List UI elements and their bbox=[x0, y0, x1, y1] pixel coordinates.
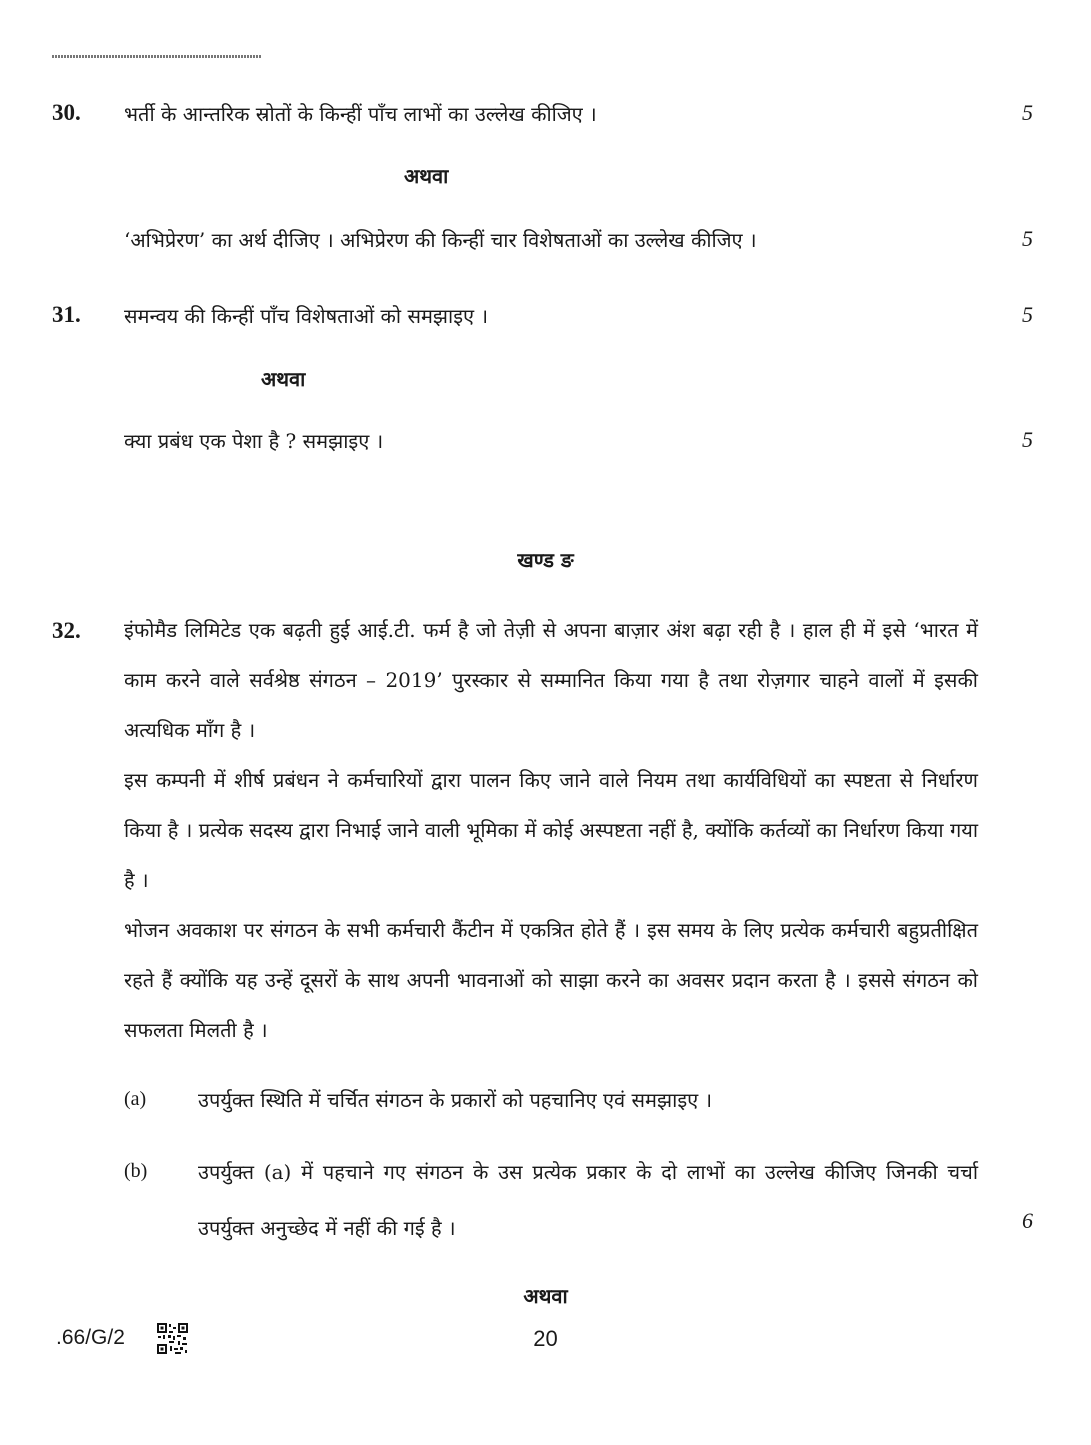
question-31-text: समन्वय की किन्हीं पाँच विशेषताओं को समझाइए । bbox=[124, 304, 489, 328]
question-30-alt-text: ‘अभिप्रेरण’ का अर्थ दीजिए । अभिप्रेरण की किन्हीं चार विशेषताओं का उल्लेख कीजिए । bbox=[124, 228, 757, 252]
page-number: 20 bbox=[533, 1326, 558, 1351]
question-number-30: 30. bbox=[52, 100, 81, 125]
paper-code: .66/G/2 bbox=[56, 1326, 125, 1349]
header-print-code bbox=[52, 55, 262, 58]
question-31-marks: 5 bbox=[1022, 302, 1033, 327]
question-32-part-a-text: उपर्युक्त स्थिति में चर्चित संगठन के प्रकारों को पहचानिए एवं समझाइए । bbox=[198, 1088, 713, 1112]
question-30-marks: 5 bbox=[1022, 100, 1033, 125]
question-number-32: 32. bbox=[52, 618, 81, 643]
question-number-31: 31. bbox=[52, 302, 81, 327]
question-32-part-a-label: (a) bbox=[124, 1088, 147, 1110]
question-32-part-b-label: (b) bbox=[124, 1160, 148, 1182]
question-30-alt-marks: 5 bbox=[1022, 226, 1033, 251]
question-32-paragraph-3: भोजन अवकाश पर संगठन के सभी कर्मचारी कैंटीन में एकत्रित होते हैं । इस समय के लिए प्रत्येक कर्मचारी बहुप्रतीक्षित रहते हैं क्योंकि यह उन्हें दूसरों के साथ अपनी भावनाओं को साझा करने का अवसर प्रदान करता है । इससे संगठन को सफलता मिलती है । bbox=[124, 918, 978, 1042]
question-32-or-heading: अथवा bbox=[523, 1284, 568, 1308]
question-31-alt-text: क्या प्रबंध एक पेशा है ? समझाइए । bbox=[124, 429, 384, 453]
question-30-or-heading: अथवा bbox=[404, 164, 449, 188]
section-title: खण्ड ङ bbox=[517, 548, 574, 572]
question-32-marks: 6 bbox=[1022, 1208, 1033, 1233]
question-30-text: भर्ती के आन्तरिक स्रोतों के किन्हीं पाँच लाभों का उल्लेख कीजिए । bbox=[124, 102, 597, 126]
question-31-alt-marks: 5 bbox=[1022, 427, 1033, 452]
question-31-or-heading: अथवा bbox=[261, 367, 306, 391]
question-32-part-b-text: उपर्युक्त (a) में पहचाने गए संगठन के उस प्रत्येक प्रकार के दो लाभों का उल्लेख कीजिए जिनकी चर्चा उपर्युक्त अनुच्छेद में नहीं की गई है । bbox=[198, 1160, 978, 1240]
question-32-paragraph-2: इस कम्पनी में शीर्ष प्रबंधन ने कर्मचारियों द्वारा पालन किए जाने वाले नियम तथा कार्यविधियों का स्पष्टता से निर्धारण किया है । प्रत्येक सदस्य द्वारा निभाई जाने वाली भूमिका में कोई अस्पष्टता नहीं है, क्योंकि कर्तव्यों का निर्धारण किया गया है । bbox=[124, 768, 978, 892]
question-32-paragraph-1: इंफोमैड लिमिटेड एक बढ़ती हुई आई.टी. फर्म है जो तेज़ी से अपना बाज़ार अंश बढ़ा रही है । हाल ही में इसे ‘भारत में काम करने वाले सर्वश्रेष्ठ संगठन – 2019’ पुरस्कार से सम्मानित किया गया है तथा रोज़गार चाहने वालों में इसकी अत्यधिक माँग है । bbox=[124, 618, 978, 742]
